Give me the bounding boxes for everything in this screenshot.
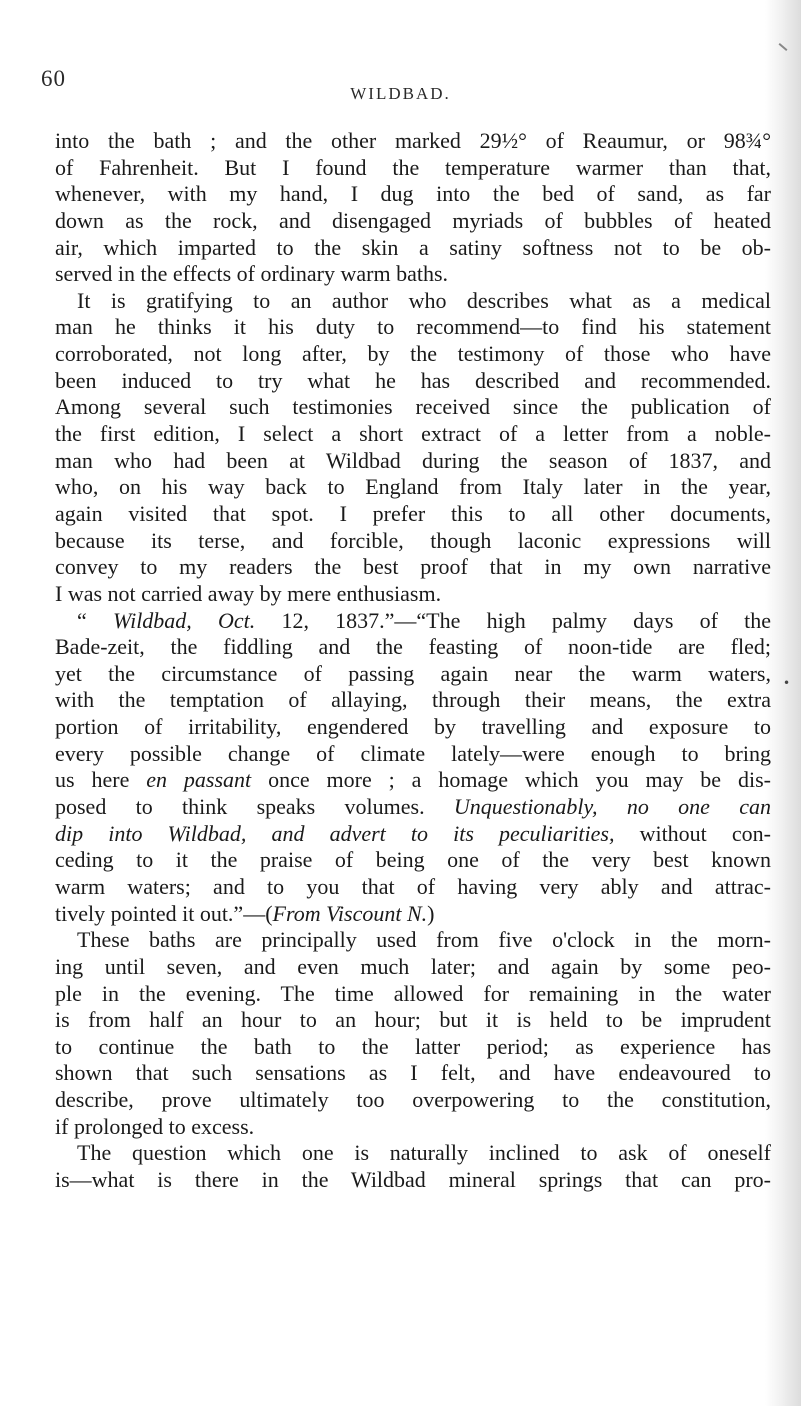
letter-italic: Unquestionably, no one can: [453, 794, 771, 820]
letter-fragment: us here: [55, 767, 147, 793]
letter-fragment: posed to think speaks volumes.: [55, 794, 454, 820]
letter-date-rest: 12, 1837.”—“The high palmy days of the: [255, 607, 771, 633]
text-line: if prolonged to excess.: [55, 1113, 255, 1139]
text-line: served in the effects of ordinary warm baths.: [55, 261, 449, 287]
text-line: ing until seven, and even much later; and again by some peo-: [55, 953, 771, 979]
text-line: of Fahrenheit. But I found the temperature warmer than that,: [55, 154, 771, 180]
text-line: man he thinks it his duty to recommend—to find his statement: [55, 314, 771, 340]
text-line: ple in the evening. The time allowed for remaining in the water: [55, 980, 771, 1006]
text-line: because its terse, and forcible, though laconic expressions will: [55, 527, 771, 553]
letter-line: warm waters; and to you that of having very ably and attrac-: [55, 873, 771, 899]
text-line: the first edition, I select a short extract of a letter from a noble-: [55, 421, 771, 447]
body-text: [55, 128, 771, 1194]
text-line: air, which imparted to the skin a satiny softness not to be ob-: [55, 234, 771, 260]
letter-attribution: From Viscount N.: [272, 900, 428, 926]
letter-line: with the temptation of allaying, through their means, the extra: [55, 687, 771, 713]
text-line: been induced to try what he has described and recommended.: [55, 367, 771, 393]
letter-line: [55, 767, 771, 794]
text-line: is—what is there in the Wildbad mineral springs that can pro-: [55, 1166, 771, 1192]
margin-mark: •: [783, 676, 791, 690]
text-line: corroborated, not long after, by the testimony of those who have: [55, 341, 771, 367]
letter-fragment: without con-: [614, 820, 771, 846]
text-line: Among several such testimonies received since the publication of: [55, 394, 771, 420]
letter-fragment: once more ; a homage which you may be dis-: [251, 767, 771, 793]
letter-line: [55, 794, 771, 821]
text-line: down as the rock, and disengaged myriads of bubbles of heated: [55, 207, 771, 233]
text-line: describe, prove ultimately too overpowering to the constitution,: [55, 1087, 771, 1113]
text-line: again visited that spot. I prefer this to all other documents,: [55, 500, 771, 526]
text-line: who, on his way back to England from Italy later in the year,: [55, 474, 771, 500]
letter-line: portion of irritability, engendered by travelling and exposure to: [55, 714, 771, 740]
letter-line: yet the circumstance of passing again near the warm waters,: [55, 660, 771, 686]
text-line: The question which one is naturally inclined to ask of oneself: [77, 1140, 771, 1166]
letter-italic: dip into Wildbad, and advert to its peculiarities,: [55, 820, 615, 846]
open-quote: “: [77, 607, 87, 633]
text-line: I was not carried away by mere enthusiasm.: [55, 580, 442, 606]
letter-fragment: tively pointed it out.”—(: [55, 900, 273, 926]
letter-line: ceding to it the praise of being one of the very best known: [55, 847, 771, 873]
letter-line: [55, 821, 771, 848]
letter-line: [55, 901, 771, 928]
text-line: to continue the bath to the latter period; as experience has: [55, 1033, 771, 1059]
text-line: shown that such sensations as I felt, and have endeavoured to: [55, 1060, 771, 1086]
text-line: man who had been at Wildbad during the season of 1837, and: [55, 447, 771, 473]
text-line: convey to my readers the best proof that in my own narrative: [55, 554, 771, 580]
letter-fragment: ): [427, 900, 435, 926]
letter-line: Bade-zeit, the fiddling and the feasting of noon-tide are fled;: [55, 634, 771, 660]
letter-place-date: Wildbad, Oct.: [112, 607, 256, 633]
letter-line: [55, 608, 771, 635]
text-line: It is gratifying to an author who describes what as a medical: [77, 287, 771, 313]
text-line: into the bath ; and the other marked 29½° of Reaumur, or 98¾°: [55, 128, 771, 153]
text-line: whenever, with my hand, I dug into the bed of sand, as far: [55, 181, 771, 207]
letter-line: every possible change of climate lately—were enough to bring: [55, 740, 771, 766]
text-line: is from half an hour to an hour; but it is held to be imprudent: [55, 1007, 771, 1033]
letter-italic: en passant: [146, 767, 252, 793]
page-number: 60: [41, 66, 66, 91]
running-head: WILDBAD.: [350, 84, 451, 103]
text-line: These baths are principally used from five o'clock in the morn-: [77, 927, 771, 953]
